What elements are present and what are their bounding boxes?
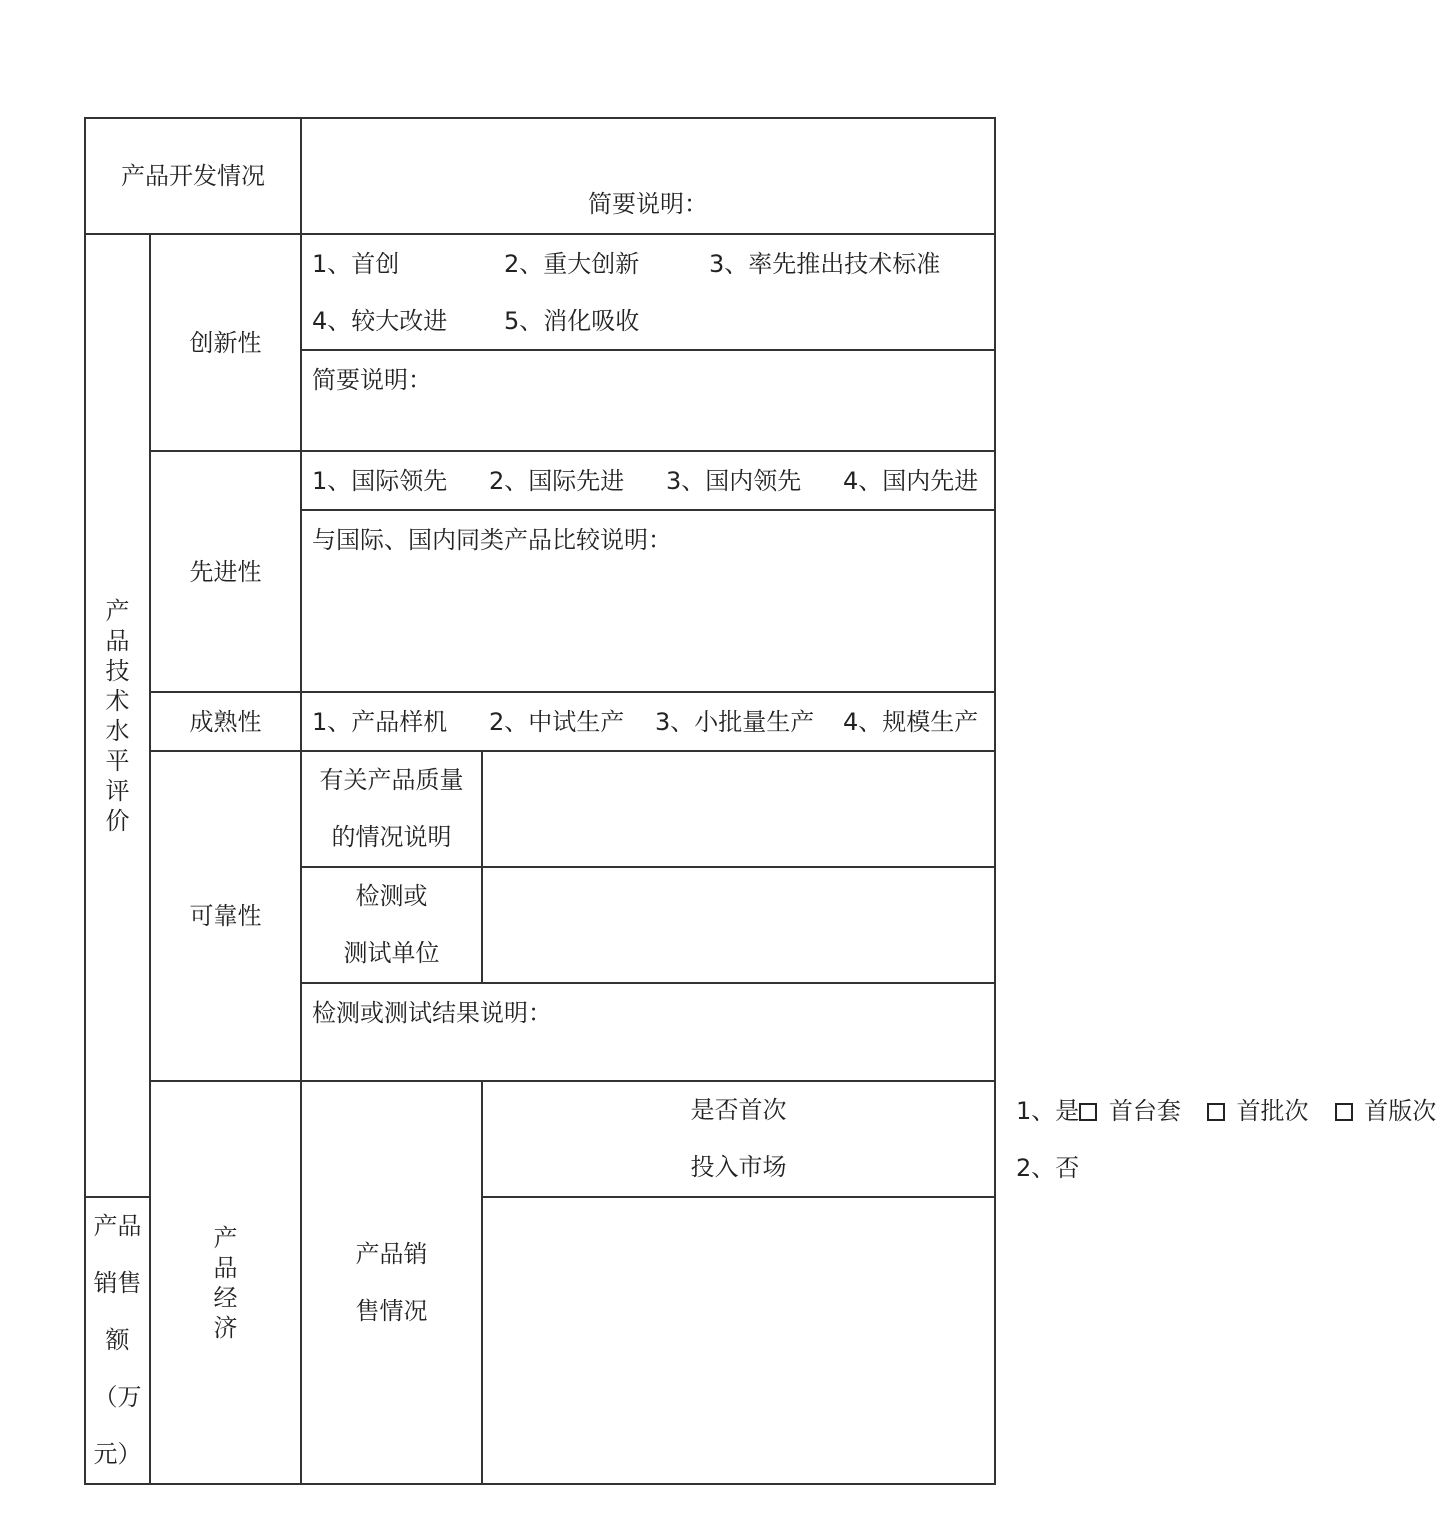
tech-char: 术 — [105, 686, 130, 715]
economy-char: 品 — [213, 1253, 238, 1282]
first-market-label-cell — [482, 1081, 995, 1197]
reliability-label-cell — [150, 751, 301, 1081]
tech-char: 价 — [105, 806, 130, 835]
test-unit-label-line: 检测或 — [355, 882, 428, 910]
sales-amount-label-line: 产品销售额 — [93, 1212, 142, 1354]
quality-label-line: 的情况说明 — [331, 823, 452, 851]
innovation-label-cell — [150, 234, 301, 451]
sales-amount-label-line: （万元） — [93, 1383, 142, 1468]
test-unit-label-cell — [301, 867, 482, 983]
advanced-note-cell[interactable] — [301, 510, 995, 692]
product-evaluation-form — [84, 117, 1436, 1485]
checkbox-icon[interactable] — [1335, 1103, 1353, 1121]
maturity-option[interactable]: 2、中试生产 — [489, 707, 625, 736]
no-option[interactable]: 2、否 — [1016, 1153, 1080, 1182]
advanced-option[interactable]: 1、国际领先 — [312, 466, 448, 495]
first-batch-choice[interactable] — [1207, 1096, 1309, 1126]
checkbox-icon[interactable] — [1207, 1103, 1225, 1121]
innovation-option[interactable]: 1、首创 — [312, 249, 400, 278]
sales-amount-label-cell — [85, 1197, 150, 1484]
maturity-option[interactable]: 3、小批量生产 — [655, 707, 815, 736]
economy-char: 产 — [213, 1223, 238, 1252]
innovation-option[interactable]: 2、重大创新 — [504, 249, 640, 278]
innovation-option[interactable]: 5、消化吸收 — [504, 306, 640, 335]
economy-char: 经 — [213, 1283, 238, 1312]
dev-label: 产品开发情况 — [121, 162, 265, 190]
checkbox-icon[interactable] — [1079, 1103, 1097, 1121]
sales-amount-value-cell[interactable] — [482, 1197, 995, 1484]
first-edition-choice[interactable] — [1335, 1096, 1436, 1126]
innovation-option[interactable]: 4、较大改进 — [312, 306, 448, 335]
advanced-options-cell[interactable] — [301, 451, 995, 510]
maturity-options-cell[interactable] — [301, 692, 995, 751]
quality-label-cell — [301, 751, 482, 867]
tech-section-label — [85, 234, 150, 1197]
advanced-note-label: 与国际、国内同类产品比较说明： — [312, 526, 672, 554]
advanced-option[interactable]: 3、国内领先 — [666, 466, 802, 495]
checkbox-label: 首批次 — [1236, 1096, 1309, 1125]
tech-char: 产 — [105, 596, 130, 625]
maturity-option[interactable]: 4、规模生产 — [843, 707, 979, 736]
quality-label-line: 有关产品质量 — [319, 766, 464, 794]
advanced-option[interactable]: 2、国际先进 — [489, 466, 625, 495]
innovation-options-cell[interactable] — [301, 234, 995, 350]
sales-label-cell — [301, 1081, 482, 1484]
test-result-note-label: 检测或测试结果说明： — [312, 999, 552, 1027]
sales-label-line: 售情况 — [355, 1296, 428, 1325]
dev-label-cell — [85, 118, 301, 234]
maturity-label-cell — [150, 692, 301, 751]
innovation-note-cell[interactable] — [301, 350, 995, 451]
dev-content-cell[interactable] — [301, 118, 995, 234]
advanced-option[interactable]: 4、国内先进 — [843, 466, 979, 495]
tech-char: 技 — [105, 656, 130, 685]
dev-note-label: 简要说明： — [588, 190, 708, 218]
tech-char: 水 — [105, 716, 130, 745]
checkbox-label: 首台套 — [1108, 1096, 1181, 1125]
innovation-note-label: 简要说明： — [312, 366, 432, 394]
tech-char: 评 — [105, 776, 130, 805]
checkbox-label: 首版次 — [1364, 1096, 1436, 1125]
quality-value-cell[interactable] — [482, 751, 995, 867]
maturity-option[interactable]: 1、产品样机 — [312, 707, 448, 736]
innovation-option[interactable]: 3、率先推出技术标准 — [709, 249, 941, 278]
reliability-label: 可靠性 — [189, 902, 262, 930]
tech-char: 平 — [105, 746, 130, 775]
sales-label-line: 产品销 — [355, 1239, 428, 1268]
tech-char: 品 — [105, 626, 130, 655]
maturity-label: 成熟性 — [189, 707, 262, 736]
first-set-choice[interactable] — [1079, 1096, 1181, 1126]
innovation-label: 创新性 — [189, 328, 262, 357]
advanced-label-cell — [150, 451, 301, 692]
test-unit-label-line: 测试单位 — [343, 939, 440, 967]
test-result-note-cell[interactable] — [301, 983, 995, 1081]
yes-option[interactable]: 1、是 — [1016, 1096, 1080, 1125]
economy-char: 济 — [213, 1313, 238, 1342]
test-unit-value-cell[interactable] — [482, 867, 995, 983]
first-market-label-line: 是否首次 — [690, 1096, 787, 1124]
economy-section-label — [150, 1081, 301, 1484]
advanced-label: 先进性 — [189, 557, 262, 586]
first-market-label-line: 投入市场 — [690, 1153, 787, 1181]
